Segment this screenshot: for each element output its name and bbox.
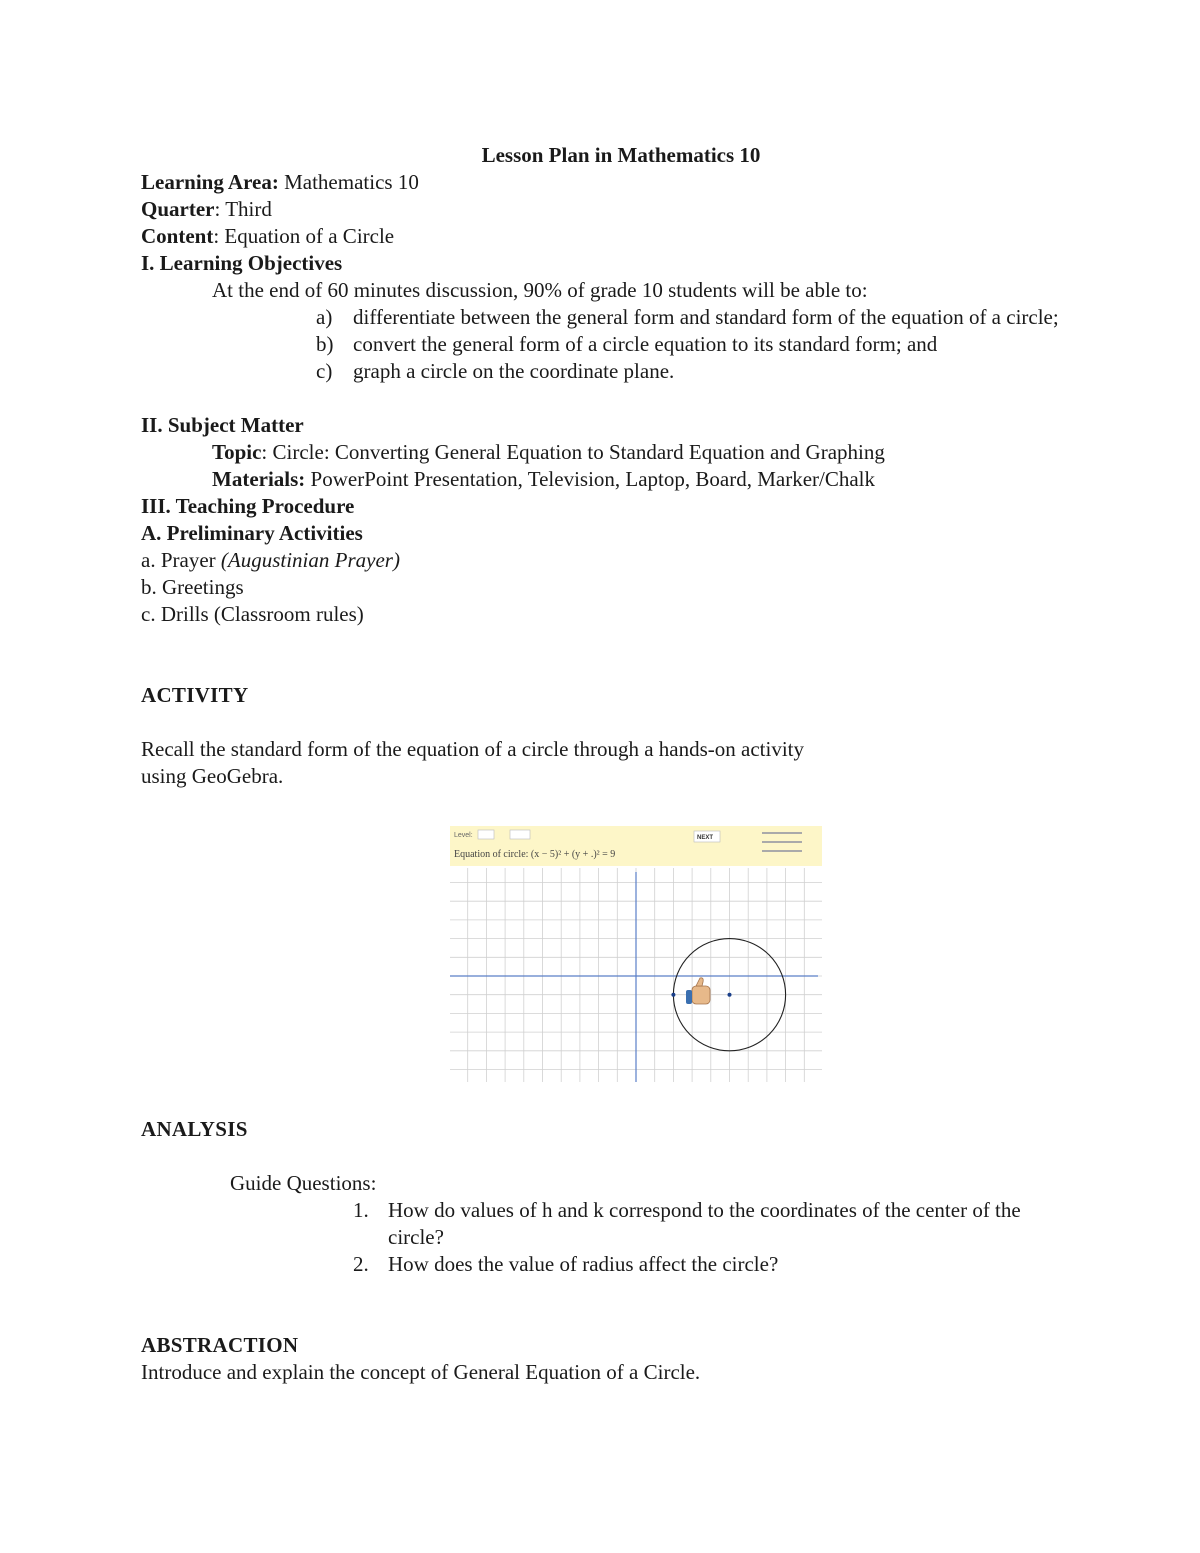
guide-questions-label: Guide Questions:	[230, 1171, 377, 1195]
geogebra-figure	[450, 826, 822, 1084]
activity-text-line-1: Recall the standard form of the equation of a circle through a hands-on activity	[141, 737, 805, 761]
activity-text-line-2: using GeoGebra.	[141, 764, 284, 788]
geogebra-graph	[450, 826, 822, 1084]
prayer-prefix: a. Prayer	[141, 548, 221, 572]
score-line	[762, 850, 802, 852]
score-line	[762, 832, 802, 834]
question-text: How does the value of radius affect the circle?	[388, 1252, 779, 1276]
topic-line	[141, 439, 1081, 466]
next-label: NEXT	[697, 835, 714, 841]
page-title: Lesson Plan in Mathematics 10	[481, 143, 761, 167]
drills-line: c. Drills (Classroom rules)	[141, 602, 364, 626]
objective-marker: a)	[316, 305, 333, 329]
activity-heading: ACTIVITY	[141, 683, 249, 707]
preliminary-heading: A. Preliminary Activities	[141, 521, 363, 545]
topic-label: Topic	[212, 440, 262, 464]
content-value: : Equation of a Circle	[213, 224, 395, 248]
greetings-line: b. Greetings	[141, 575, 244, 599]
objectives-heading: I. Learning Objectives	[141, 251, 343, 275]
center-point	[728, 993, 732, 997]
quarter-line	[141, 196, 1081, 223]
objective-item	[141, 331, 1081, 358]
objective-text: convert the general form of a circle equation to its standard form; and	[353, 332, 938, 356]
question-text: How do values of h and k correspond to the coordinates of the center of the circle?	[388, 1198, 1021, 1249]
objectives-list	[141, 304, 1081, 385]
thumbs-up-icon	[686, 978, 710, 1004]
abstraction-heading: ABSTRACTION	[141, 1333, 299, 1357]
guide-question-item	[141, 1251, 1081, 1278]
materials-label: Materials:	[212, 467, 306, 491]
prayer-italic: (Augustinian Prayer)	[220, 548, 400, 572]
level-label: Level:	[454, 832, 473, 839]
lesson-plan-page	[141, 142, 1081, 790]
objective-marker: c)	[316, 359, 333, 383]
prayer-line	[141, 547, 1081, 574]
coordinate-grid	[450, 868, 822, 1082]
objective-item	[141, 304, 1081, 331]
question-marker: 2.	[353, 1252, 369, 1276]
question-marker: 1.	[353, 1198, 369, 1222]
analysis-heading: ANALYSIS	[141, 1117, 248, 1141]
objective-item	[141, 358, 1081, 385]
edge-point	[671, 993, 675, 997]
abstraction-text: Introduce and explain the concept of General Equation of a Circle.	[141, 1360, 701, 1384]
subject-matter-heading: II. Subject Matter	[141, 413, 304, 437]
quarter-label: Quarter	[141, 197, 215, 221]
score-line	[762, 841, 802, 843]
content-label: Content	[141, 224, 214, 248]
guide-question-item	[141, 1197, 1081, 1251]
objective-text: differentiate between the general form and standard form of the equation of a circle;	[353, 305, 1059, 329]
procedure-heading: III. Teaching Procedure	[141, 494, 355, 518]
objective-text: graph a circle on the coordinate plane.	[353, 359, 675, 383]
objectives-intro: At the end of 60 minutes discussion, 90% of grade 10 students will be able to:	[212, 278, 868, 302]
guide-questions-list	[141, 1197, 1081, 1278]
topic-value: : Circle: Converting General Equation to Standard Equation and Graphing	[261, 440, 885, 464]
content-line	[141, 223, 1081, 250]
analysis-section	[141, 1116, 1081, 1386]
materials-line	[141, 466, 1081, 493]
learning-area-value: Mathematics 10	[278, 170, 419, 194]
quarter-value: : Third	[214, 197, 272, 221]
learning-area-line	[141, 169, 1081, 196]
learning-area-label: Learning Area:	[141, 170, 279, 194]
materials-value: PowerPoint Presentation, Television, Laptop, Board, Marker/Chalk	[305, 467, 876, 491]
equation-text: Equation of circle: (x − 5)² + (y + .)² = 9	[454, 849, 616, 860]
level-input[interactable]	[510, 830, 530, 839]
level-select[interactable]	[478, 830, 494, 839]
objective-marker: b)	[316, 332, 334, 356]
